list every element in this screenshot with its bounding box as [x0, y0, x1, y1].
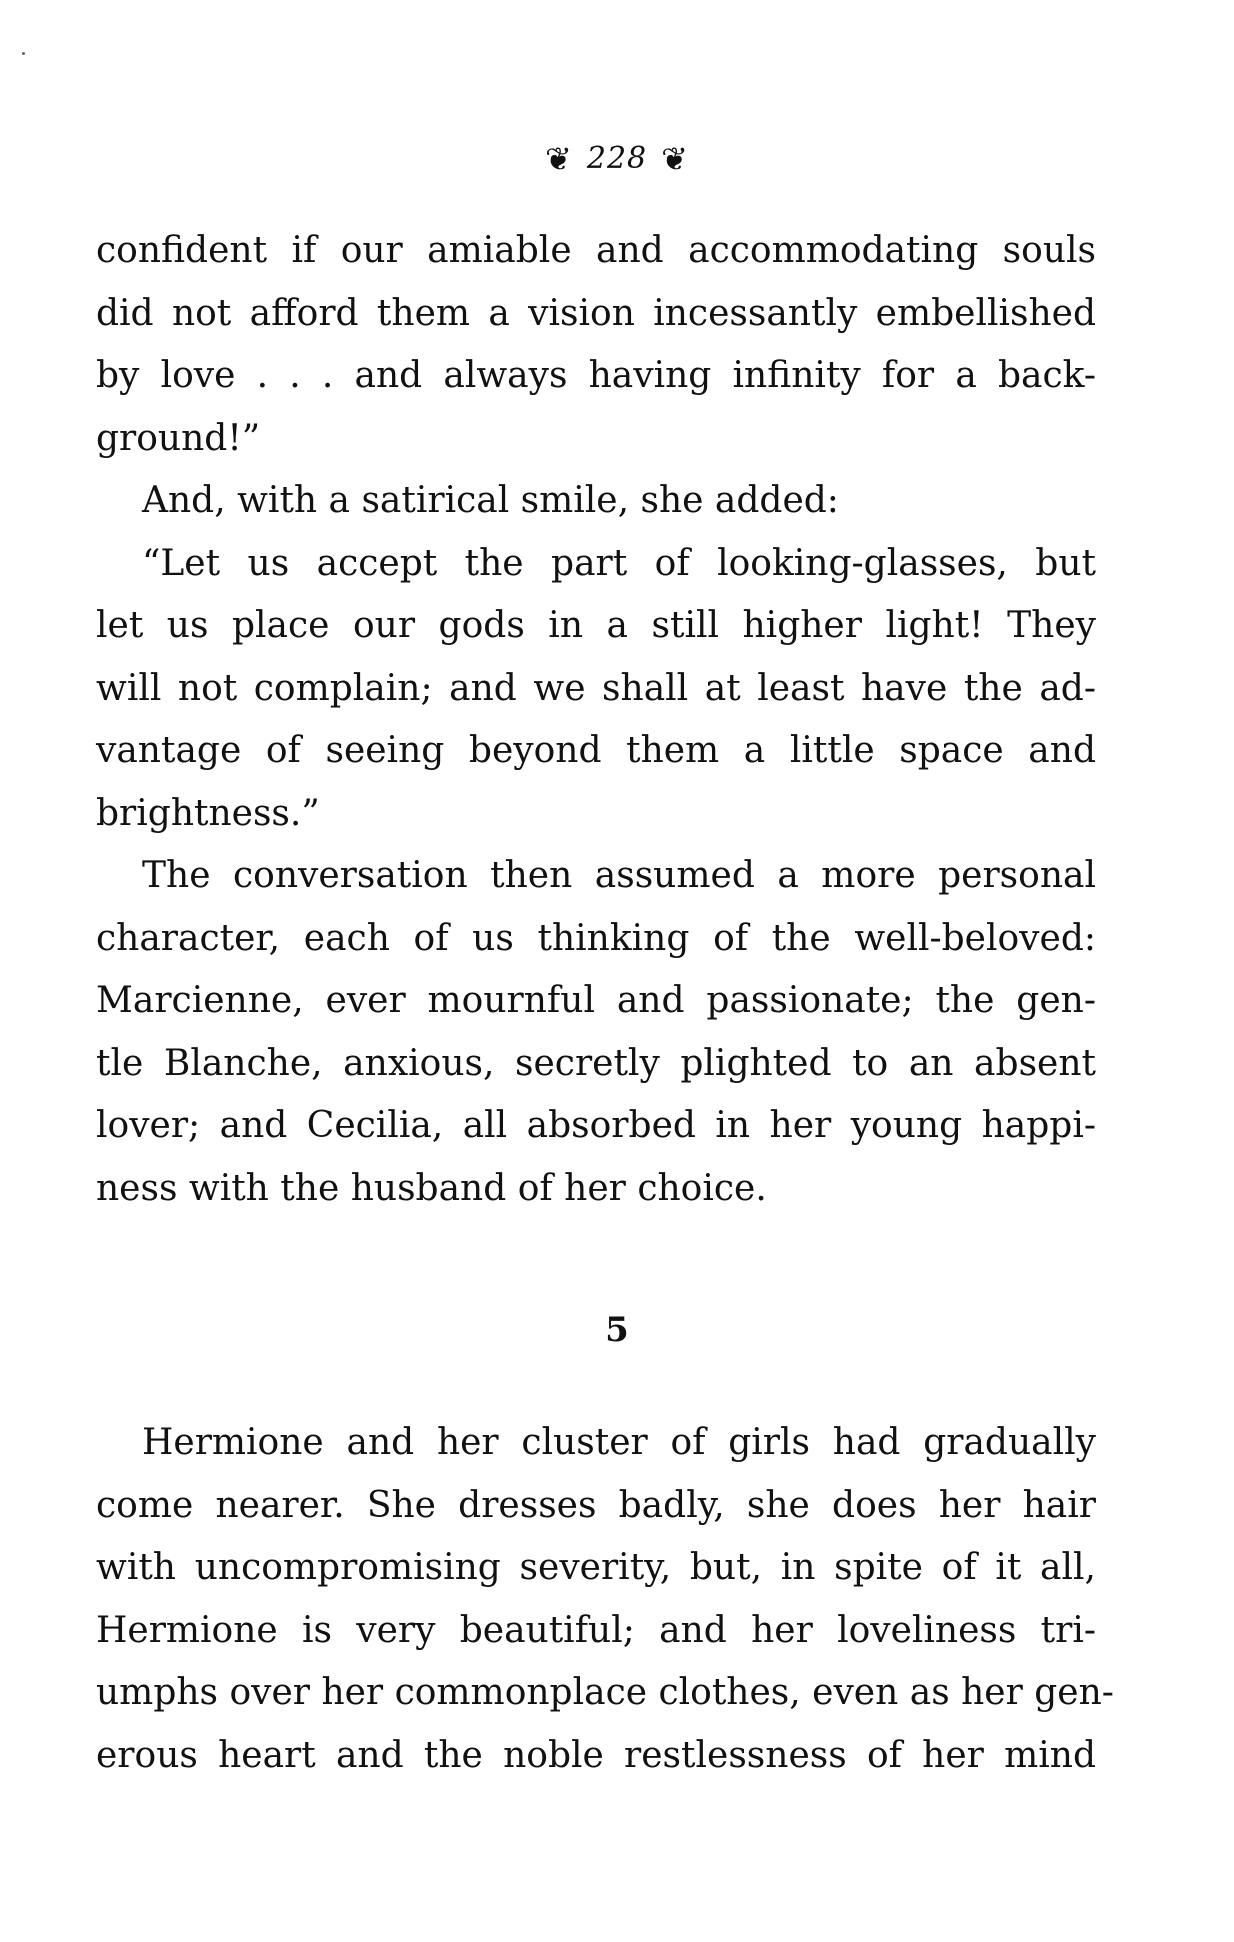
text-line: character, each of us thinking of the well-beloved:	[96, 917, 1096, 959]
text-line: erous heart and the noble restlessness of her mind	[96, 1734, 1096, 1776]
text-line: brightness.”	[96, 792, 320, 834]
text-line: Marcienne, ever mournful and passionate; the gen-	[96, 980, 1096, 1021]
text-line: Hermione and her cluster of girls had gradually	[142, 1422, 1096, 1463]
text-line: umphs over her commonplace clothes, even as her gen-	[96, 1672, 1114, 1713]
text-line: ness with the husband of her choice.	[96, 1167, 767, 1209]
text-line: with uncompromising severity, but, in spite of it all,	[96, 1547, 1096, 1588]
text-line: confident if our amiable and accommodating souls	[96, 230, 1096, 271]
text-block-1	[96, 220, 1096, 1220]
text-line: by love . . . and always having infinity for a back-	[96, 355, 1096, 396]
text-line: And, with a satirical smile, she added:	[142, 480, 839, 521]
text-line: “Let us accept the part of looking-glasses, but	[142, 542, 1096, 584]
text-line: ground!”	[96, 417, 261, 459]
text-line: let us place our gods in a still higher light! They	[96, 605, 1096, 646]
page-header	[0, 140, 1234, 178]
text-line: Hermione is very beautiful; and her loveliness tri-	[96, 1609, 1096, 1651]
page-number: 228	[586, 141, 648, 176]
text-line: tle Blanche, anxious, secretly plighted to an absent	[96, 1042, 1096, 1084]
text-line: will not complain; and we shall at least have the ad-	[96, 667, 1096, 709]
text-line: did not afford them a vision incessantly embellished	[96, 292, 1096, 334]
text-line: come nearer. She dresses badly, she does her hair	[96, 1484, 1096, 1526]
fleuron-left-icon: ❦	[545, 140, 573, 178]
text-line: The conversation then assumed a more personal	[142, 855, 1096, 896]
text-block-2	[96, 1412, 1114, 1787]
fleuron-right-icon: ❦	[661, 140, 689, 178]
section-number: 5	[605, 1310, 629, 1350]
paper-speck	[22, 52, 25, 55]
text-line: vantage of seeing beyond them a little space and	[96, 730, 1096, 771]
text-line: lover; and Cecilia, all absorbed in her young happi-	[96, 1105, 1096, 1146]
